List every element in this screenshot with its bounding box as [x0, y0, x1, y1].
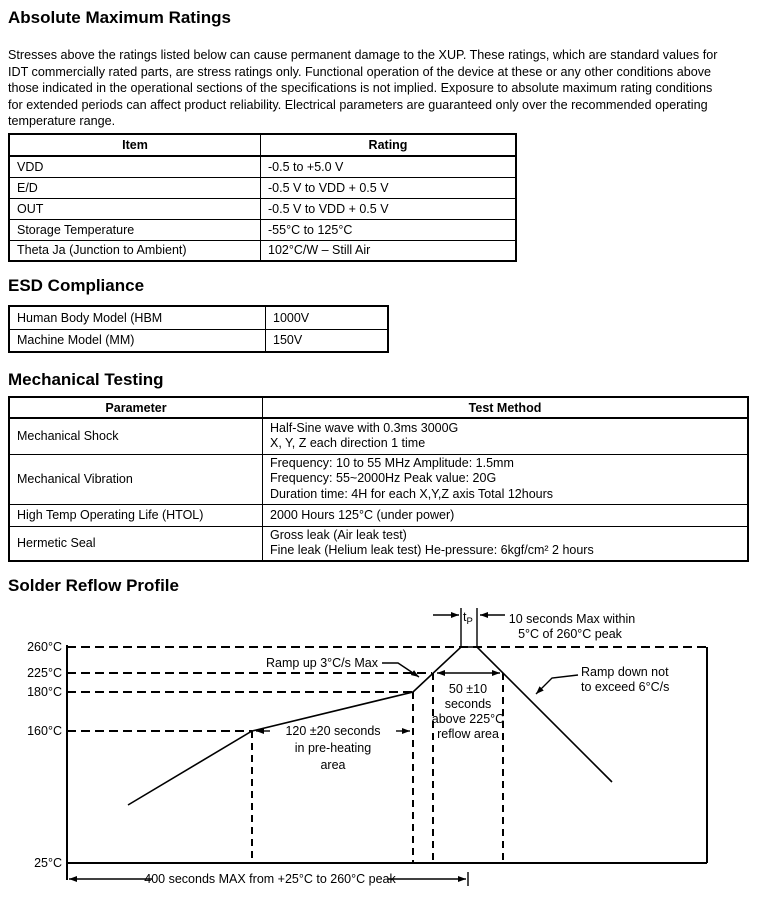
cell-item: E/D [9, 177, 261, 198]
section-heading-solder-reflow-profile: Solder Reflow Profile [8, 576, 179, 595]
table-row [9, 240, 516, 261]
y-tick-260c: 260°C [27, 640, 62, 654]
reflow-area-line1: 50 ±10 [448, 682, 488, 696]
paragraph-line: those indicated in the operational sections of the specifications is not implied. Exposure to absolute maximum rating conditions [8, 81, 713, 96]
cell-item: Theta Ja (Junction to Ambient) [9, 240, 261, 261]
ramp-down-annotation-line1: Ramp down not [581, 665, 669, 679]
total-time-annotation: 400 seconds MAX from +25°C to 260°C peak [144, 872, 396, 886]
method-line: Fine leak (Helium leak test) He-pressure: 6kgf/cm² 2 hours [270, 543, 594, 558]
abs-max-table [8, 133, 517, 262]
ramp-up-annotation: Ramp up 3°C/s Max [266, 656, 378, 670]
method-line: X, Y, Z each direction 1 time [270, 436, 426, 451]
peak-annotation-line2: 5°C of 260°C peak [518, 627, 622, 641]
esd-table [8, 305, 389, 353]
cell-value: 150V [266, 329, 389, 352]
table-header-row [9, 397, 748, 418]
ramp-down-leader-arrow [536, 675, 578, 694]
table-header-row [9, 134, 516, 156]
col-header-rating: Rating [261, 134, 517, 156]
method-line: Frequency: 55~2000Hz Peak value: 20G [270, 471, 497, 486]
mechanical-testing-table [8, 396, 749, 562]
peak-annotation-line1: 10 seconds Max within [508, 612, 636, 626]
cell-model: Human Body Model (HBM [9, 306, 266, 329]
table-row [9, 504, 748, 526]
y-tick-160c: 160°C [27, 724, 62, 738]
tp-label-subscript: P [466, 616, 473, 627]
method-line: Duration time: 4H for each X,Y,Z axis Total 12hours [270, 486, 554, 501]
cell-parameter: Hermetic Seal [9, 526, 263, 561]
tp-label-t: t [463, 610, 467, 624]
table-row [9, 198, 516, 219]
table-row [9, 156, 516, 177]
table-row [9, 177, 516, 198]
cell-test-method [263, 526, 749, 561]
cell-test-method: 2000 Hours 125°C (under power) [263, 504, 749, 526]
preheat-annotation-line3: area [320, 758, 346, 772]
table-row [9, 306, 388, 329]
method-line: Gross leak (Air leak test) [270, 527, 407, 542]
cell-item: OUT [9, 198, 261, 219]
table-row [9, 219, 516, 240]
reflow-area-line3: above 225°C [431, 712, 505, 726]
cell-item: VDD [9, 156, 261, 177]
paragraph-line: IDT commercially rated parts, are stress ratings only. Functional operation of the device at these or any other conditions above [8, 64, 712, 79]
col-header-parameter: Parameter [9, 397, 263, 418]
preheat-annotation-line2: in pre-heating [294, 741, 372, 755]
paragraph-line: for extended periods can affect product reliability. Electrical parameters are guaranteed only over the recommended operating [8, 97, 708, 112]
solder-reflow-diagram [0, 592, 757, 902]
cell-rating: -0.5 V to VDD + 0.5 V [261, 198, 517, 219]
cell-test-method [263, 418, 749, 454]
tp-label [463, 610, 473, 627]
cell-rating: -0.5 to +5.0 V [261, 156, 517, 177]
table-row [9, 454, 748, 504]
table-row [9, 418, 748, 454]
cell-rating: -0.5 V to VDD + 0.5 V [261, 177, 517, 198]
y-tick-25c: 25°C [34, 856, 62, 870]
abs-max-paragraph [8, 47, 757, 130]
cell-parameter: High Temp Operating Life (HTOL) [9, 504, 263, 526]
section-heading-esd-compliance: ESD Compliance [8, 276, 145, 295]
cell-value: 1000V [266, 306, 389, 329]
table-row [9, 526, 748, 561]
cell-item: Storage Temperature [9, 219, 261, 240]
reflow-area-line2: seconds [444, 697, 492, 711]
cell-parameter: Mechanical Shock [9, 418, 263, 454]
cell-rating: -55°C to 125°C [261, 219, 517, 240]
cell-test-method [263, 454, 749, 504]
cell-rating: 102°C/W – Still Air [261, 240, 517, 261]
reflow-area-line4: reflow area [437, 727, 499, 741]
col-header-test-method: Test Method [263, 397, 749, 418]
section-heading-mechanical-testing: Mechanical Testing [8, 370, 164, 389]
paragraph-line: Stresses above the ratings listed below can cause permanent damage to the XUP. These ratings, which are standard values for [8, 48, 718, 62]
ramp-down-annotation-line2: to exceed 6°C/s [581, 680, 670, 694]
cell-model: Machine Model (MM) [9, 329, 266, 352]
ramp-up-leader-arrow [382, 663, 419, 677]
y-tick-225c: 225°C [27, 666, 62, 680]
y-tick-180c: 180°C [27, 685, 62, 699]
table-row [9, 329, 388, 352]
cell-parameter: Mechanical Vibration [9, 454, 263, 504]
section-heading-absolute-maximum-ratings: Absolute Maximum Ratings [8, 8, 231, 27]
preheat-annotation-line1: 120 ±20 seconds [285, 724, 381, 738]
col-header-item: Item [9, 134, 261, 156]
method-line: Half-Sine wave with 0.3ms 3000G [270, 420, 459, 435]
paragraph-line: temperature range. [8, 114, 116, 129]
method-line: Frequency: 10 to 55 MHz Amplitude: 1.5mm [270, 455, 514, 470]
